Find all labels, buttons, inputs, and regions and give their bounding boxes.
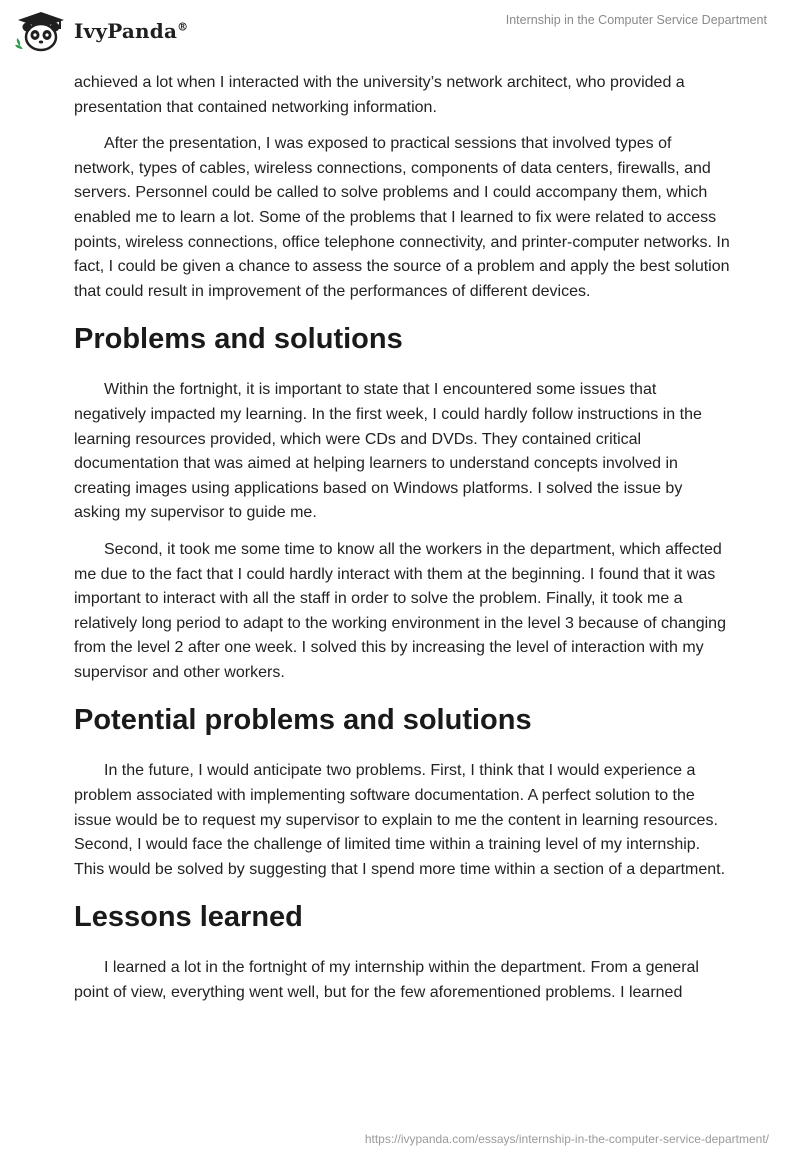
section-heading-lessons: Lessons learned <box>74 901 303 934</box>
section-heading-potential-problems: Potential problems and solutions <box>74 704 532 737</box>
document-title: Internship in the Computer Service Department <box>505 13 767 27</box>
panda-graduate-icon <box>14 10 68 52</box>
brand-logo[interactable] <box>14 10 188 52</box>
paragraph: After the presentation, I was exposed to practical sessions that involved types of network, types of cables, wireless connections, components of data centers, firewalls, and servers. Personnel could be called to solve problems and I could accompany them, which enabled me to learn a lot. Some of the problems that I learned to fix were related to access points, wireless connections, office telephone connectivity, and printer-computer networks. In fact, I could be given a chance to assess the source of a problem and apply the best solution that could result in improvement of the performances of different devices. <box>74 135 730 300</box>
paragraph: In the future, I would anticipate two problems. First, I think that I would experience a problem associated with implementing software documentation. A perfect solution to the issue would be to request my supervisor to explain to me the content in learning resources. Second, I would face the challenge of limited time within a training level of my internship. This would be solved by suggesting that I spend more time within a section of a department. <box>74 762 726 878</box>
paragraph: Within the fortnight, it is important to state that I encountered some issues that negatively impacted my learning. In the first week, I could hardly follow instructions in the learning resources provided, which were CDs and DVDs. They contained critical documentation that was aimed at helping learners to understand concepts involved in creating images using applications based on Windows platforms. I solved the issue by asking my supervisor to guide me. <box>74 381 702 522</box>
essay-body <box>74 71 730 1018</box>
paragraph: I learned a lot in the fortnight of my internship within the department. From a general point of view, everything went well, but for the few aforementioned problems. I learned <box>74 959 699 1002</box>
source-url-link[interactable]: https://ivypanda.com/essays/internship-in-the-computer-service-department/ <box>364 1132 769 1146</box>
paragraph: achieved a lot when I interacted with the university’s network architect, who provided a presentation that contained networking information. <box>74 74 685 116</box>
paragraph: Second, it took me some time to know all the workers in the department, which affected me due to the fact that I could hardly interact with them at the beginning. I found that it was important to interact with all the staff in order to solve the problem. Finally, it took me a relatively long period to adapt to the working environment in the level 3 because of changing from the level 2 after one week. I solved this by increasing the level of interaction with my supervisor and other workers. <box>74 540 726 681</box>
page-header <box>0 0 800 62</box>
section-heading-problems: Problems and solutions <box>74 323 403 356</box>
brand-name: IvyPanda® <box>74 19 189 43</box>
